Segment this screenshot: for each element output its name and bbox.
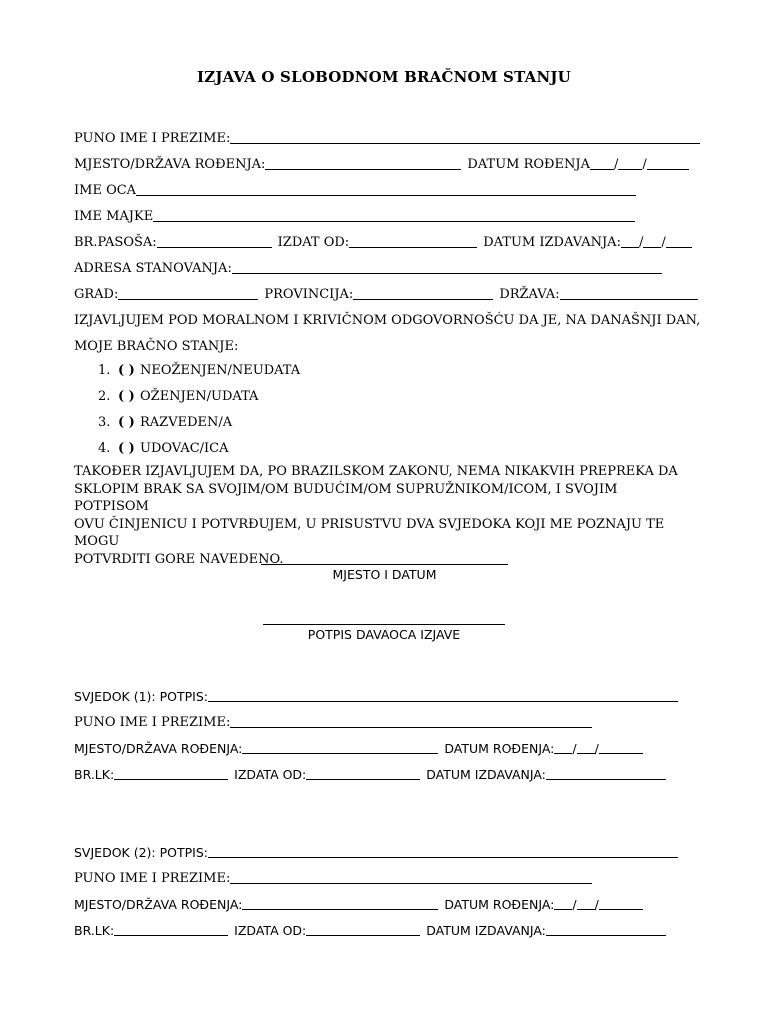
list-item[interactable] xyxy=(98,412,232,430)
witness1-birth-row xyxy=(74,738,643,756)
full-name-label: PUNO IME I PREZIME: xyxy=(74,131,231,146)
legal-paragraph xyxy=(74,463,694,568)
witness2-birth-row xyxy=(74,894,643,912)
province-label: PROVINCIJA: xyxy=(264,287,354,302)
place-date-field[interactable] xyxy=(261,564,508,565)
witness1-issue-date-field[interactable] xyxy=(546,766,666,780)
birth-date-label: DATUM ROĐENJA xyxy=(467,157,590,172)
issue-date-day-field[interactable] xyxy=(621,234,639,248)
witness2-issue-date-label: DATUM IZDAVANJA: xyxy=(426,923,546,938)
province-field[interactable] xyxy=(353,286,493,300)
date-separator: / xyxy=(638,235,644,250)
witness1-birth-date-label: DATUM ROĐENJA: xyxy=(444,741,555,756)
date-separator: / xyxy=(594,897,599,912)
declaration-line-1 xyxy=(74,310,700,328)
option-label: OŽENJEN/UDATA xyxy=(140,389,259,404)
country-label: DRŽAVA: xyxy=(499,287,560,302)
declarant-signature-field[interactable] xyxy=(263,624,505,625)
witness2-signature-label: SVJEDOK (2): POTPIS: xyxy=(74,845,208,860)
witness2-birth-place-field[interactable] xyxy=(242,896,438,910)
paragraph-line: POTVRDITI GORE NAVEDENO. xyxy=(74,551,284,567)
witness1-id-field[interactable] xyxy=(114,766,228,780)
date-separator: / xyxy=(572,897,577,912)
address-field[interactable] xyxy=(232,260,662,274)
issue-date-year-field[interactable] xyxy=(666,234,692,248)
witness2-issued-by-label: IZDATA OD: xyxy=(234,923,307,938)
birth-date-month-field[interactable] xyxy=(618,156,642,170)
address-row xyxy=(74,258,662,276)
witness1-name-label: PUNO IME I PREZIME: xyxy=(74,715,231,730)
passport-field[interactable] xyxy=(157,234,272,248)
mother-name-field[interactable] xyxy=(153,208,635,222)
witness1-issue-date-label: DATUM IZDAVANJA: xyxy=(426,767,546,782)
witness1-issued-by-label: IZDATA OD: xyxy=(234,767,307,782)
father-name-label: IME OCA xyxy=(74,183,137,198)
witness2-birth-day-field[interactable] xyxy=(554,896,572,910)
option-label: NEOŽENJEN/NEUDATA xyxy=(140,363,301,378)
checkbox[interactable]: ( ) xyxy=(118,415,135,430)
place-date-label: MJESTO I DATUM xyxy=(332,567,437,582)
declarant-signature-label: POTPIS DAVAOCA IZJAVE xyxy=(307,627,461,642)
witness1-signature-row xyxy=(74,686,678,704)
mother-name-label: IME MAJKE xyxy=(74,209,154,224)
date-separator: / xyxy=(614,157,619,172)
item-number: 1. xyxy=(98,363,111,378)
father-row xyxy=(74,180,636,198)
passport-row xyxy=(74,232,692,250)
date-separator: / xyxy=(661,235,666,250)
witness1-birth-place-label: MJESTO/DRŽAVA ROĐENJA: xyxy=(74,741,243,756)
witness2-name-field[interactable] xyxy=(230,870,592,884)
birth-date-year-field[interactable] xyxy=(647,156,689,170)
full-name-row xyxy=(74,128,700,146)
page-title: IZJAVA O SLOBODNOM BRAČNOM STANJU xyxy=(197,68,571,86)
checkbox[interactable]: ( ) xyxy=(118,363,135,378)
witness2-name-row xyxy=(74,868,592,886)
location-row xyxy=(74,284,698,302)
date-separator: / xyxy=(594,741,599,756)
city-field[interactable] xyxy=(118,286,258,300)
witness1-id-label: BR.LK: xyxy=(74,767,115,782)
birth-row xyxy=(74,154,689,172)
marital-status-label: MOJE BRAČNO STANJE: xyxy=(74,339,239,354)
city-label: GRAD: xyxy=(74,287,119,302)
checkbox[interactable]: ( ) xyxy=(118,389,135,404)
witness1-name-field[interactable] xyxy=(230,714,592,728)
witness2-name-label: PUNO IME I PREZIME: xyxy=(74,871,231,886)
full-name-field[interactable] xyxy=(230,130,700,144)
checkbox[interactable]: ( ) xyxy=(118,441,135,456)
witness1-birth-year-field[interactable] xyxy=(599,740,643,754)
witness2-id-row xyxy=(74,920,666,938)
witness2-id-field[interactable] xyxy=(114,922,228,936)
witness1-issued-by-field[interactable] xyxy=(306,766,420,780)
item-number: 2. xyxy=(98,389,111,404)
witness2-birth-month-field[interactable] xyxy=(577,896,595,910)
issued-by-field[interactable] xyxy=(349,234,477,248)
witness1-id-row xyxy=(74,764,666,782)
item-number: 4. xyxy=(98,441,111,456)
father-name-field[interactable] xyxy=(136,182,636,196)
witness1-birth-place-field[interactable] xyxy=(242,740,438,754)
witness2-signature-field[interactable] xyxy=(208,844,678,858)
birth-place-field[interactable] xyxy=(265,156,461,170)
option-label: UDOVAC/ICA xyxy=(140,441,229,456)
list-item[interactable] xyxy=(98,386,258,404)
paragraph-line: SKLOPIM BRAK SA SVOJIM/OM BUDUĆIM/OM SUPRUŽNIKOM/ICOM, I SVOJIM POTPISOM xyxy=(74,481,618,514)
date-separator: / xyxy=(572,741,577,756)
witness1-name-row xyxy=(74,712,592,730)
issue-date-month-field[interactable] xyxy=(643,234,661,248)
witness2-issue-date-field[interactable] xyxy=(546,922,666,936)
item-number: 3. xyxy=(98,415,111,430)
witness2-birth-year-field[interactable] xyxy=(599,896,643,910)
country-field[interactable] xyxy=(560,286,698,300)
birth-date-day-field[interactable] xyxy=(590,156,614,170)
witness1-signature-label: SVJEDOK (1): POTPIS: xyxy=(74,689,208,704)
witness2-birth-date-label: DATUM ROĐENJA: xyxy=(444,897,555,912)
list-item[interactable] xyxy=(98,438,229,456)
witness1-signature-field[interactable] xyxy=(208,688,678,702)
list-item[interactable] xyxy=(98,360,300,378)
witness1-birth-month-field[interactable] xyxy=(577,740,595,754)
witness2-issued-by-field[interactable] xyxy=(306,922,420,936)
declaration-text: IZJAVLJUJEM POD MORALNOM I KRIVIČNOM ODGOVORNOŠĆU DA JE, NA DANAŠNJI DAN, xyxy=(74,313,701,328)
date-separator: / xyxy=(642,157,647,172)
witness2-birth-place-label: MJESTO/DRŽAVA ROĐENJA: xyxy=(74,897,243,912)
paragraph-line: OVU ČINJENICU I POTVRĐUJEM, U PRISUSTVU DVA SVJEDOKA KOJI ME POZNAJU TE MOGU xyxy=(74,516,665,549)
mother-row xyxy=(74,206,635,224)
birth-place-label: MJESTO/DRŽAVA ROĐENJA: xyxy=(74,157,266,172)
option-label: RAZVEDEN/A xyxy=(140,415,233,430)
witness2-signature-row xyxy=(74,842,678,860)
issue-date-label: DATUM IZDAVANJA: xyxy=(483,235,621,250)
passport-label: BR.PASOŠA: xyxy=(74,235,157,250)
address-label: ADRESA STANOVANJA: xyxy=(74,261,232,276)
issued-by-label: IZDAT OD: xyxy=(277,235,350,250)
witness1-birth-day-field[interactable] xyxy=(554,740,572,754)
paragraph-line: TAKOĐER IZJAVLJUJEM DA, PO BRAZILSKOM ZAKONU, NEMA NIKAKVIH PREPREKA DA xyxy=(74,464,678,479)
witness2-id-label: BR.LK: xyxy=(74,923,115,938)
declaration-line-2 xyxy=(74,336,238,354)
